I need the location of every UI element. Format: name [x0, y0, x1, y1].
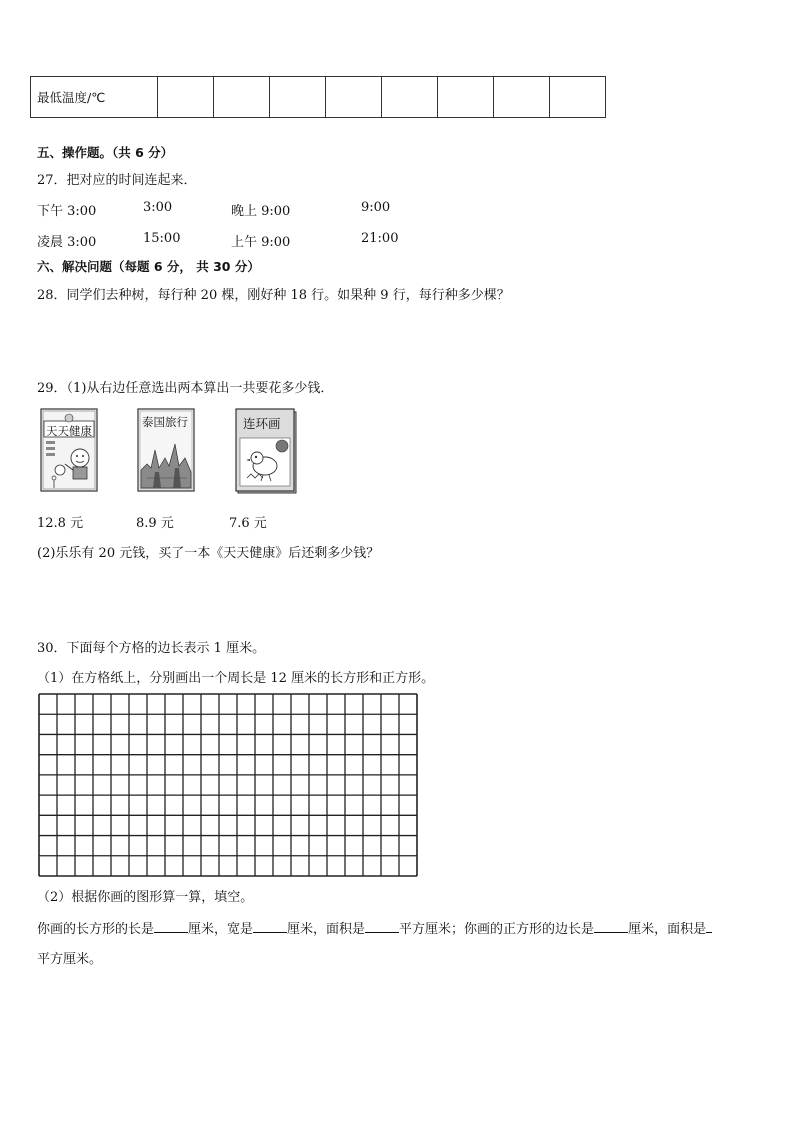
book-price: 7.6 元	[229, 516, 267, 531]
table-cell[interactable]	[550, 77, 606, 118]
answer-blank[interactable]	[154, 920, 188, 933]
fill-text: 平方厘米。	[37, 952, 103, 967]
table-cell[interactable]	[214, 77, 270, 118]
answer-blank[interactable]	[365, 920, 399, 933]
travel-book-icon	[137, 408, 195, 492]
question-30-part1: （1）在方格纸上，分别画出一个周长是 12 厘米的长方形和正方形。	[37, 671, 435, 686]
table-row	[31, 77, 606, 118]
book-title: 天天健康	[46, 424, 92, 438]
temperature-table	[30, 76, 606, 118]
comic-book-icon	[235, 408, 297, 494]
table-cell[interactable]	[438, 77, 494, 118]
time-item[interactable]: 上午 9:00	[231, 235, 291, 250]
question-29-part1: 29．（1)从右边任意选出两本算出一共要花多少钱．	[37, 381, 334, 396]
question-27-text: 27．把对应的时间连起来．	[37, 173, 197, 188]
answer-blank[interactable]	[594, 920, 628, 933]
table-row-label: 最低温度/℃	[31, 77, 158, 118]
time-item[interactable]: 21:00	[361, 231, 399, 246]
question-30-part2: （2）根据你画的图形算一算，填空。	[37, 890, 254, 905]
table-cell[interactable]	[494, 77, 550, 118]
grid-paper-svg[interactable]	[38, 693, 418, 877]
grid-paper[interactable]	[38, 693, 418, 881]
book-price: 12.8 元	[37, 516, 84, 531]
fill-text: 平方厘米；你画的正方形的边长是	[399, 922, 595, 937]
answer-blank[interactable]	[253, 920, 287, 933]
time-item[interactable]: 下午 3:00	[37, 204, 97, 219]
book-title: 连环画	[243, 416, 281, 431]
fill-text: 厘米，面积是	[287, 922, 366, 937]
table-cell[interactable]	[270, 77, 326, 118]
fill-text: 你画的长方形的长是	[37, 922, 155, 937]
section-six-title: 六、解决问题（每题 6 分， 共 30 分）	[37, 259, 260, 274]
time-item[interactable]: 15:00	[143, 231, 181, 246]
time-item[interactable]: 凌晨 3:00	[37, 235, 97, 250]
health-book-icon	[40, 408, 98, 492]
question-29-part2: (2)乐乐有 20 元钱，买了一本《天天健康》后还剩多少钱？	[37, 546, 380, 561]
answer-blank[interactable]	[706, 920, 712, 933]
section-five-title: 五、操作题。（共 6 分）	[37, 145, 174, 160]
table-cell[interactable]	[382, 77, 438, 118]
question-30-text: 30．下面每个方格的边长表示 1 厘米。	[37, 641, 266, 656]
question-28-text: 28．同学们去种树，每行种 20 棵，刚好种 18 行。如果种 9 行，每行种多少棵？	[37, 288, 510, 303]
table-cell[interactable]	[158, 77, 214, 118]
book-title: 泰国旅行	[142, 415, 188, 429]
table-cell[interactable]	[326, 77, 382, 118]
time-item[interactable]: 9:00	[361, 200, 391, 215]
book-price: 8.9 元	[136, 516, 174, 531]
fill-in-sentence	[37, 918, 712, 937]
fill-text: 厘米，面积是	[628, 922, 707, 937]
time-item[interactable]: 晚上 9:00	[231, 204, 291, 219]
time-item[interactable]: 3:00	[143, 200, 173, 215]
fill-text: 厘米，宽是	[188, 922, 254, 937]
